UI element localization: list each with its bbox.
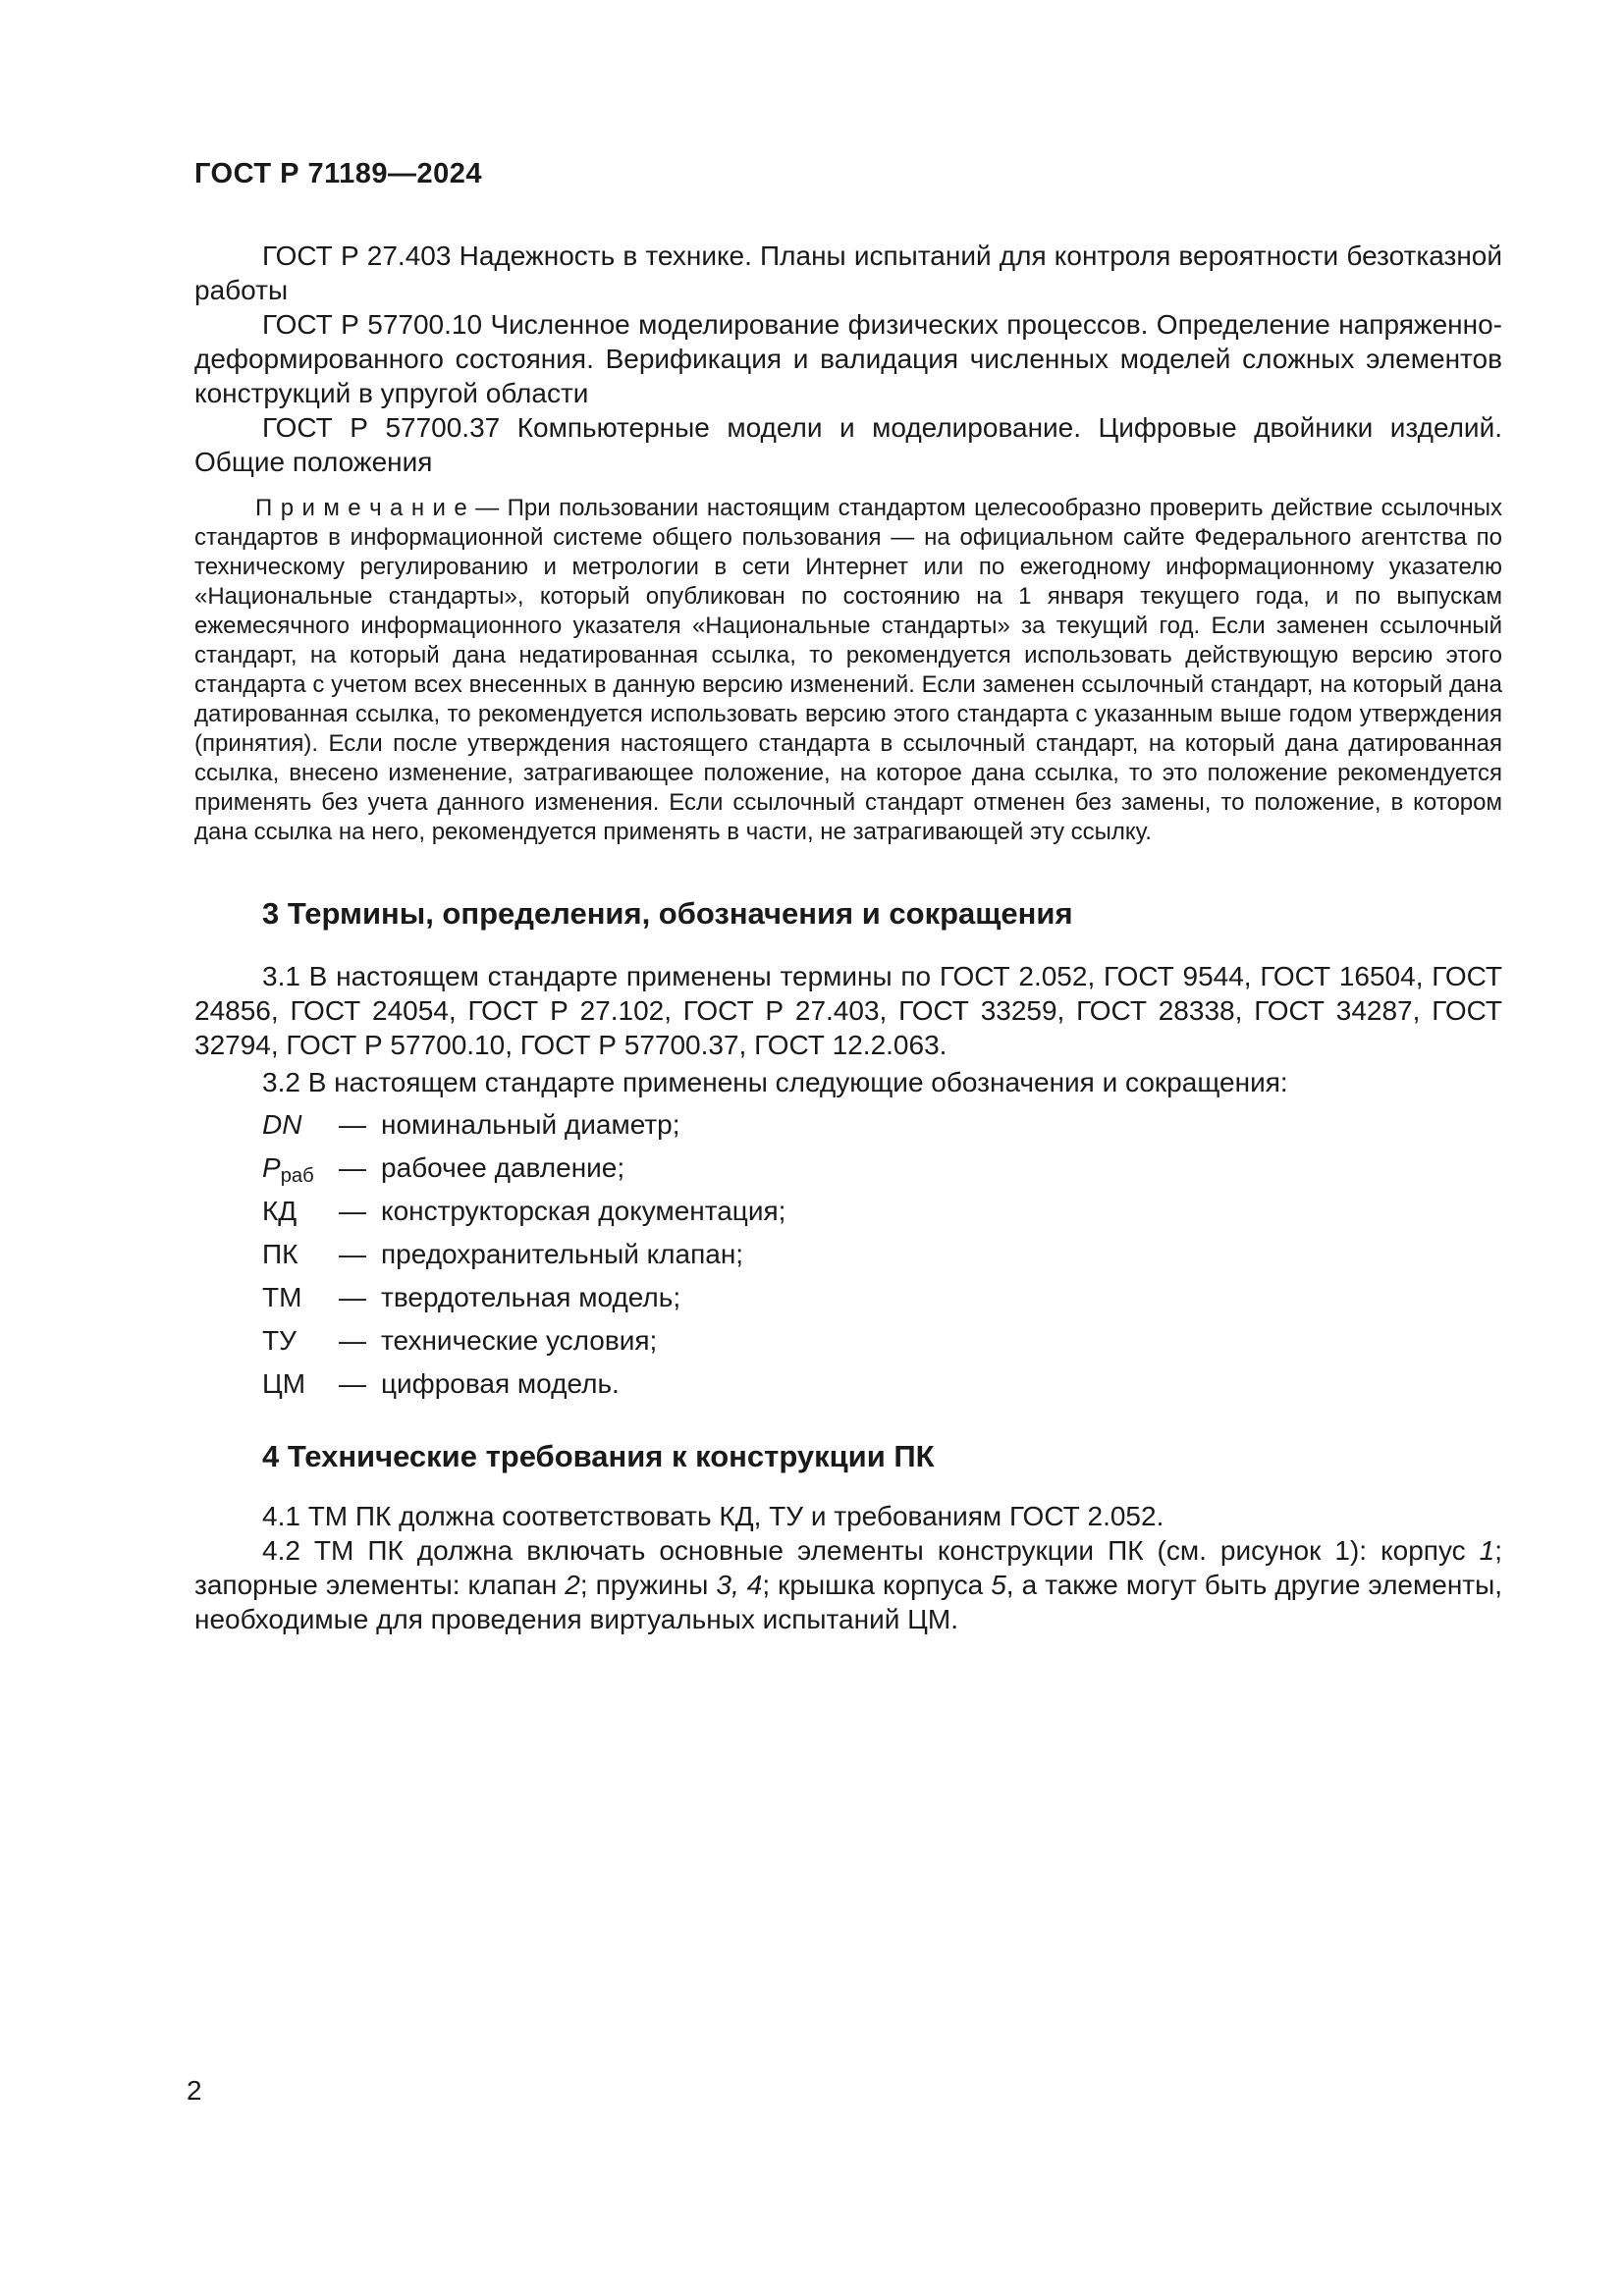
note-text: — При пользовании настоящим стандартом целесообразно проверить действие ссылочных стандартов в информационной системе общего пользования — на официальном сайте Федерального агентства по техническому регулированию и метрологии в сети Интернет или по ежегодному информационному указателю «Национальные стандарты», который опубликован по состоянию на 1 января текущего года, и по выпускам ежемесячного информационного указателя «Национальные стандарты» за текущий год. Если заменен ссылочный стандарт, на который дана недатированная ссылка, то рекомендуется использовать действующую версию этого стандарта с учетом всех внесенных в данную версию изменений. Если заменен ссылочный стандарт, на который дана датированная ссылка, то рекомендуется использовать версию этого стандарта с указанным выше годом утверждения (принятия). Если после утверждения настоящего стандарта в ссылочный стандарт, на который дана датированная ссылка, внесено изменение, затрагивающее положение, на которое дана ссылка, то это положение рекомендуется применять без учета данного изменения. Если ссылочный стандарт отменен без замены, то положение, в котором дана ссылка на него, рекомендуется применять в части, не затрагивающей эту ссылку. — [194, 495, 1502, 845]
note-paragraph — [194, 494, 1502, 847]
abbr-dash: — — [339, 1196, 366, 1226]
abbr-dash: — — [339, 1239, 366, 1269]
abbr-definition: цифровая модель. — [381, 1368, 620, 1399]
section-3-heading: 3 Термины, определения, обозначения и сокращения — [262, 896, 1073, 931]
para-4-1: 4.1 ТМ ПК должна соответствовать КД, ТУ и требованиям ГОСТ 2.052. — [262, 1501, 1164, 1531]
abbreviation-row — [262, 1323, 1502, 1358]
abbr-dash: — — [339, 1368, 366, 1399]
doc-code-header: ГОСТ Р 71189—2024 — [194, 158, 483, 189]
para-3-1: 3.1 В настоящем стандарте применены термины по ГОСТ 2.052, ГОСТ 9544, ГОСТ 16504, ГОСТ 24856, ГОСТ 24054, ГОСТ Р 27.102, ГОСТ Р 27.403, ГОСТ 33259, ГОСТ 28338, ГОСТ 34287, ГОСТ 32794, ГОСТ Р 57700.10, ГОСТ Р 57700.37, ГОСТ 12.2.063. — [194, 961, 1502, 1060]
abbr-term: ЦМ — [262, 1368, 306, 1399]
abbr-term: ТУ — [262, 1325, 297, 1356]
abbreviation-list — [194, 1107, 1502, 1401]
abbr-definition: конструкторская документация; — [381, 1196, 786, 1226]
abbr-dash: — — [339, 1282, 366, 1312]
abbr-definition: рабочее давление; — [381, 1152, 625, 1183]
abbr-term: $P_{раб}$ — [262, 1152, 314, 1188]
reference-paragraph: ГОСТ Р 57700.10 Численное моделирование физических процессов. Определение напряженно-деформированного состояния. Верификация и валидация численных моделей сложных элементов конструкций в упругой области — [194, 309, 1502, 408]
section-4-heading: 4 Технические требования к конструкции ПК — [262, 1439, 935, 1473]
abbreviation-row — [262, 1237, 1502, 1271]
abbr-definition: твердотельная модель; — [381, 1282, 681, 1312]
abbr-term: ТМ — [262, 1282, 302, 1312]
para-3-2: 3.2 В настоящем стандарте применены следующие обозначения и сокращения: — [262, 1067, 1288, 1097]
page-number: 2 — [187, 2075, 202, 2106]
abbreviation-row — [262, 1280, 1502, 1314]
reference-paragraph: ГОСТ Р 57700.37 Компьютерные модели и моделирование. Цифровые двойники изделий. Общие положения — [194, 412, 1502, 477]
abbr-term: ПК — [262, 1239, 298, 1269]
abbr-term: DN — [262, 1109, 302, 1140]
abbr-term: КД — [262, 1196, 298, 1226]
abbr-dash: — — [339, 1109, 366, 1140]
abbreviation-row — [262, 1366, 1502, 1401]
abbreviation-row — [262, 1194, 1502, 1228]
note-label: П р и м е ч а н и е — [255, 495, 467, 521]
abbr-dash: — — [339, 1325, 366, 1356]
abbreviation-row — [262, 1150, 1502, 1188]
abbr-definition: технические условия; — [381, 1325, 658, 1356]
abbreviation-row — [262, 1107, 1502, 1142]
abbr-definition: номинальный диаметр; — [381, 1109, 680, 1140]
para-4-2: 4.2 ТМ ПК должна включать основные элементы конструкции ПК (см. рисунок 1): корпус 1; запорные элементы: клапан 2; пружины 3, 4; крышка корпуса 5, а также могут быть другие элементы, необходимые для проведения виртуальных испытаний ЦМ. — [194, 1535, 1503, 1634]
abbr-definition: предохранительный клапан; — [381, 1239, 744, 1269]
abbr-dash: — — [339, 1152, 366, 1183]
page-content — [194, 0, 1502, 1636]
reference-paragraph: ГОСТ Р 27.403 Надежность в технике. Планы испытаний для контроля вероятности безотказной работы — [194, 240, 1502, 305]
